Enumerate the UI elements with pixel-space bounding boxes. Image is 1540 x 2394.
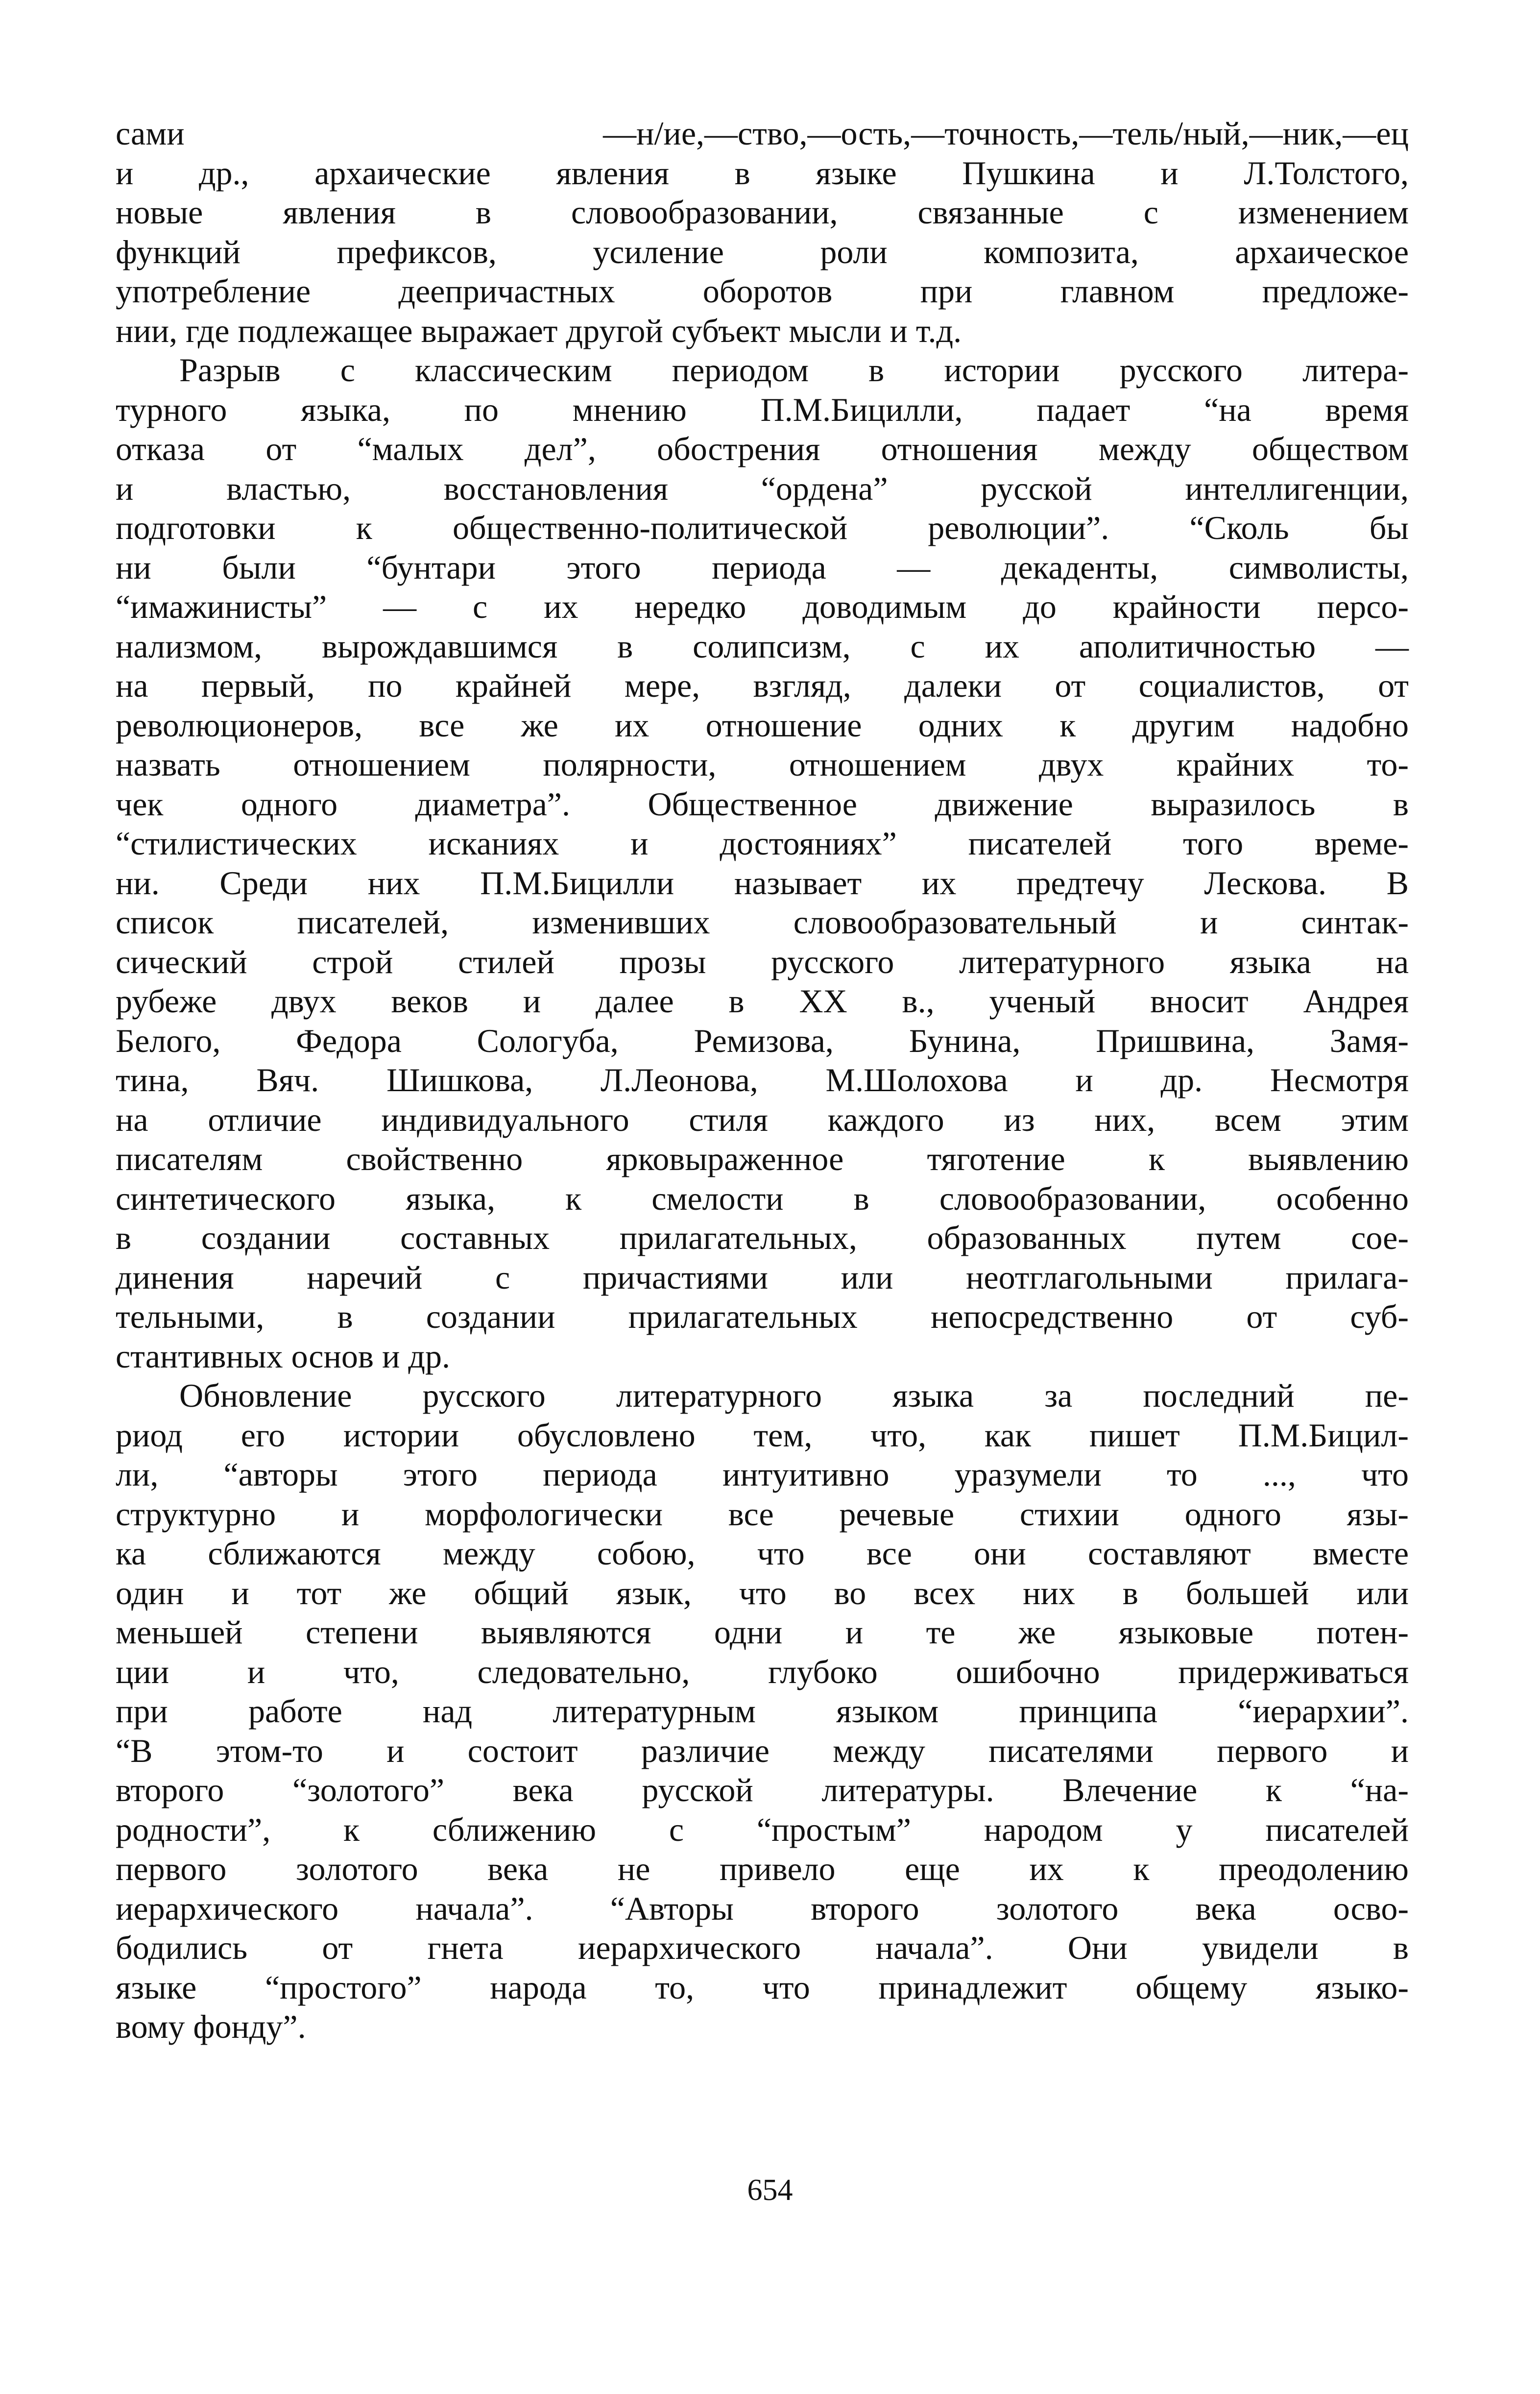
- text-line: революционеров, все же их отношение одних к другим надобно: [116, 706, 1409, 744]
- body-text: [116, 114, 1409, 2047]
- text-line: чек одного диаметра”. Общественное движение выразилось в: [116, 785, 1409, 823]
- text-line: структурно и морфологически все речевые стихии одного язы-: [116, 1495, 1409, 1533]
- text-line: первого золотого века не привело еще их к преодолению: [116, 1850, 1409, 1887]
- text-line: “стилистических исканиях и достояниях” писателей того време-: [116, 825, 1409, 862]
- text-line: сами —н/ие,—ство,—ость,—точность,—тель/ный,—ник,—ец: [116, 115, 1409, 152]
- text-line: бодились от гнета иерархического начала”. Они увидели в: [116, 1929, 1409, 1966]
- text-line: иерархического начала”. “Авторы второго золотого века осво-: [116, 1889, 1409, 1927]
- text-line: синтетического языка, к смелости в словообразовании, особенно: [116, 1179, 1409, 1217]
- text-line: тельными, в создании прилагательных непосредственно от суб-: [116, 1298, 1409, 1335]
- text-line: риод его истории обусловлено тем, что, как пишет П.М.Бицил-: [116, 1416, 1409, 1454]
- text-line: Разрыв с классическим периодом в истории русского литера-: [179, 351, 1409, 389]
- text-line: употребление деепричастных оборотов при главном предложе-: [116, 272, 1409, 310]
- text-line: Белого, Федора Сологуба, Ремизова, Бунина, Пришвина, Замя-: [116, 1022, 1409, 1059]
- text-line: второго “золотого” века русской литературы. Влечение к “на-: [116, 1771, 1409, 1808]
- text-line: нализмом, вырождавшимся в солипсизм, с их аполитичностью —: [116, 627, 1409, 665]
- text-line: и др., архаические явления в языке Пушкина и Л.Толстого,: [116, 154, 1409, 192]
- text-line: писателям свойственно ярковыраженное тяготение к выявлению: [116, 1140, 1409, 1177]
- text-line: стантивных основ и др.: [116, 1337, 450, 1375]
- text-line: Обновление русского литературного языка за последний пе-: [179, 1377, 1409, 1414]
- text-line: назвать отношением полярности, отношением двух крайних то-: [116, 746, 1409, 783]
- text-line: ции и что, следовательно, глубоко ошибочно придерживаться: [116, 1653, 1409, 1690]
- text-line: языке “простого” народа то, что принадлежит общему языко-: [116, 1968, 1409, 2006]
- text-line: при работе над литературным языком принципа “иерархии”.: [116, 1692, 1409, 1730]
- text-line: новые явления в словообразовании, связанные с изменением: [116, 194, 1409, 231]
- text-line: ка сближаются между собою, что все они составляют вместе: [116, 1535, 1409, 1572]
- text-line: ни были “бунтари этого периода — декаденты, символисты,: [116, 548, 1409, 586]
- text-line: меньшей степени выявляются одни и те же языковые потен-: [116, 1613, 1409, 1651]
- text-line: и властью, восстановления “ордена” русской интеллигенции,: [116, 469, 1409, 507]
- text-line: на первый, по крайней мере, взгляд, далеки от социалистов, от: [116, 667, 1409, 704]
- text-line: родности”, к сближению с “простым” народом у писателей: [116, 1810, 1409, 1848]
- text-line: “В этом-то и состоит различие между писателями первого и: [116, 1732, 1409, 1769]
- text-line: подготовки к общественно-политической революции”. “Сколь бы: [116, 509, 1409, 546]
- text-line: список писателей, изменивших словообразовательный и синтак-: [116, 904, 1409, 941]
- text-line: турного языка, по мнению П.М.Бицилли, падает “на время: [116, 391, 1409, 428]
- text-line: динения наречий с причастиями или неотглагольными прилага-: [116, 1258, 1409, 1296]
- text-line: рубеже двух веков и далее в XX в., ученый вносит Андрея: [116, 982, 1409, 1020]
- text-line: в создании составных прилагательных, образованных путем сое-: [116, 1219, 1409, 1256]
- text-line: один и тот же общий язык, что во всех них в большей или: [116, 1574, 1409, 1612]
- text-line: сический строй стилей прозы русского литературного языка на: [116, 943, 1409, 980]
- text-line: функций префиксов, усиление роли композита, архаическое: [116, 233, 1409, 270]
- text-line: отказа от “малых дел”, обострения отношения между обществом: [116, 430, 1409, 467]
- text-line: вому фонду”.: [116, 2008, 306, 2045]
- page-number: 654: [747, 2174, 793, 2207]
- text-line: ли, “авторы этого периода интуитивно уразумели то ..., что: [116, 1456, 1409, 1493]
- text-line: тина, Вяч. Шишкова, Л.Леонова, М.Шолохова и др. Несмотря: [116, 1061, 1409, 1099]
- text-line: ни. Среди них П.М.Бицилли называет их предтечу Лескова. В: [116, 864, 1409, 902]
- text-line: нии, где подлежащее выражает другой субъект мысли и т.д.: [116, 312, 962, 349]
- text-line: на отличие индивидуального стиля каждого из них, всем этим: [116, 1100, 1409, 1138]
- text-line: “имажинисты” — с их нередко доводимым до крайности персо-: [116, 588, 1409, 625]
